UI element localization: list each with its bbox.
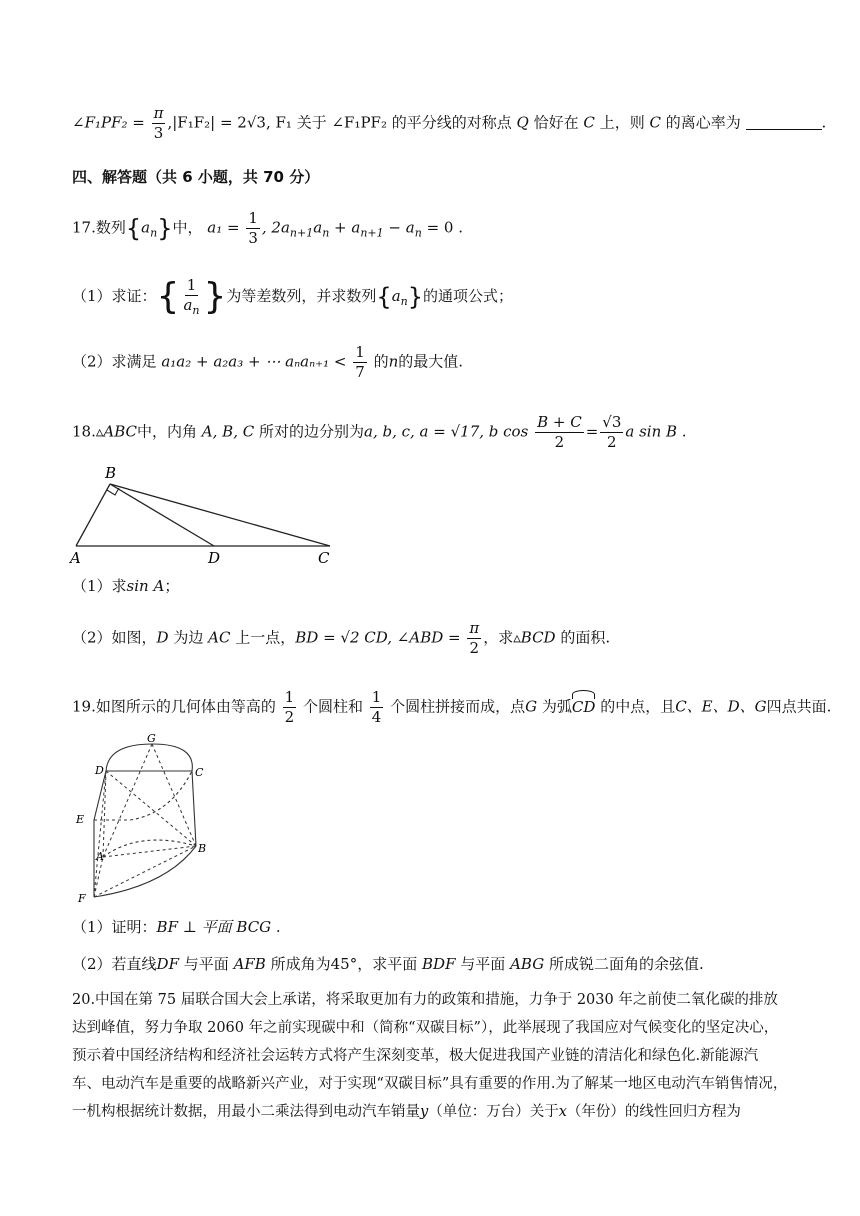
edge-de (94, 771, 106, 820)
q17-reciprocal: $\frac{1}{a_n}$ (183, 276, 200, 317)
q18-triangle-figure (64, 462, 344, 566)
q18-p1-expr: sin A (126, 577, 165, 595)
edge-fb (94, 846, 196, 897)
q19-quarter: $\frac{1}{4}$ (371, 688, 382, 726)
label-d: D (95, 764, 104, 777)
q19-label: 19.如图所示的几何体由等高的 (72, 697, 276, 716)
q19-p2-text2: 所成角为 (270, 955, 331, 973)
q16-text2: 恰好在 (533, 113, 579, 132)
edge-fd (94, 771, 106, 897)
q20-var-y: y (420, 1104, 429, 1120)
q19-stem-b: 个圆柱和 (302, 697, 363, 716)
q20-line-3: 预示着中国经济结构和经济社会运转方式将产生深刻变革，极大促进我国产业链的清洁化和绿色化.新能源汽 (72, 1048, 759, 1064)
q19-part2 (72, 953, 800, 975)
label-d: D (208, 549, 221, 566)
right-brace: } (407, 283, 424, 311)
q19-p2-abg: ABG (510, 955, 545, 973)
q18-p1-end: ； (164, 577, 180, 595)
q16-pi-over-3: $\frac{\pi}{3}$ (153, 104, 164, 142)
q19-arc-cd: CD (571, 697, 596, 716)
label-f: F (78, 892, 86, 905)
q16-curve-c-2: C (649, 113, 661, 132)
q18-half-bc: $\frac{B + C}{2}$ (537, 413, 582, 451)
right-brace: } (157, 214, 173, 243)
q20-line-1: 20.中国在第 75 届联合国大会上承诺，将采取更加有力的政策和措施，力争于 2030 年之前使二氧化碳的排放 (72, 992, 778, 1008)
q16-text4: 的离心率为 (665, 113, 741, 132)
q17-stem-b: 中， (172, 218, 203, 237)
q17-label: 17.数列 (72, 218, 126, 237)
label-a: A (70, 549, 81, 566)
q20-var-x: x (558, 1104, 567, 1120)
q20-l5-text3: （年份）的线性回归方程为 (566, 1104, 741, 1120)
q17-seq-n: n (150, 226, 158, 240)
q19-point-g: G (525, 697, 538, 716)
q19-p2-end: 所成锐二面角的余弦值. (548, 955, 704, 973)
q17-rec-mid: a (313, 218, 323, 237)
q19-p2-angle: 45° (330, 955, 358, 973)
segment-bc (110, 484, 330, 546)
q19-p1-label: （1）证明： (72, 918, 157, 936)
q17-sub: n+1 (360, 226, 384, 240)
q19-p2-df: DF (156, 955, 179, 973)
q19-stem-d: 为弧 (541, 697, 572, 716)
q17-p2-n: n (388, 352, 399, 371)
q19-part1 (72, 916, 800, 938)
q17-one-third: $\frac{1}{3}$ (248, 209, 258, 247)
q18-eq: = (585, 422, 599, 441)
q17-sub: n+1 (289, 226, 314, 240)
q20-line-2: 达到峰值，努力争取 2060 年之前实现碳中和（简称“双碳目标”），此举展现了我国应对气候变化的坚定决心， (72, 1020, 779, 1036)
q20-l5-text: 一机构根据统计数据，用最小二乘法得到电动汽车销量 (72, 1104, 420, 1120)
q19-p2-label: （2）若直线 (72, 955, 157, 973)
q17-p1-label: （1）求证： (72, 287, 157, 305)
q18-stem-b: 中，内角 (137, 422, 198, 441)
edge-da (103, 771, 106, 857)
left-brace: { (125, 214, 142, 243)
q16-end: . (821, 113, 827, 132)
q16-curve-c: C (583, 113, 595, 132)
segment-ab (76, 484, 110, 546)
q16-tail-line (72, 104, 827, 142)
q18-part1 (72, 575, 800, 597)
q20-line-4: 车、电动汽车是重要的战略新兴产业，对于实现“双碳目标”具有重要的作用.为了解某一地区电动汽车销售情况， (72, 1076, 788, 1092)
q18-pi-over-2: $\frac{\pi}{2}$ (469, 619, 480, 657)
q19-p2-bdf: BDF (422, 955, 456, 973)
q19-solid-figure (70, 734, 220, 910)
q20-paragraph (72, 986, 800, 1126)
q19-stem (72, 688, 832, 726)
q19-half: $\frac{1}{2}$ (284, 688, 295, 726)
q17-stem (72, 211, 800, 246)
q19-p2-text4: 与平面 (460, 955, 506, 973)
edge-fa (94, 857, 103, 897)
q18-p2-label: （2）如图， (72, 628, 157, 647)
edge-cb (192, 771, 196, 846)
q17-p1-text: 为等差数列，并求数列 (226, 287, 377, 305)
label-g: G (147, 734, 156, 745)
q18-label: 18. (72, 422, 96, 441)
q16-text: 关于 ∠F₁PF₂ 的平分线的对称点 (296, 113, 512, 132)
q17-p1-end: 的通项公式； (423, 287, 514, 305)
q17-p2-end: 的最大值. (398, 352, 464, 371)
right-angle-mark (107, 488, 119, 495)
q19-stem-e: 的中点，且 (600, 697, 676, 716)
q18-part2 (72, 621, 800, 656)
q16-abs-expr: ,|F₁F₂| = 2√3, F₁ (167, 113, 292, 132)
q16-answer-blank[interactable] (746, 115, 822, 130)
q17-part2 (72, 345, 800, 380)
q17-p2-expr: a₁a₂ + a₂a₃ + ⋯ aₙaₙ₊₁ < (161, 352, 347, 371)
q18-p2-text: 为边 (173, 628, 204, 647)
q18-sqrt3-half: $\frac{√3}{2}$ (602, 413, 622, 451)
upper-curve (94, 771, 192, 820)
q19-points: C、E、D、G (675, 697, 767, 716)
segment-bd (110, 484, 214, 546)
q18-p2-ac: AC (208, 628, 231, 647)
label-c: C (195, 766, 204, 779)
q19-p2-text: 与平面 (183, 955, 229, 973)
q18-p1-label: （1）求 (72, 577, 127, 595)
q18-p2-text2: 上一点， (235, 628, 296, 647)
q17-rec-mid3: − a (383, 218, 415, 237)
q17-rec-a: , 2a (261, 218, 290, 237)
q18-p2-d: D (156, 628, 169, 647)
base-arc-ab (103, 840, 196, 857)
q19-p1-expr: BF ⊥ 平面 BCG . (156, 918, 281, 936)
q18-triangle: ▵ABC (95, 422, 137, 441)
q16-text3: 上，则 (599, 113, 645, 132)
section-4-title: 四、解答题（共 6 小题，共 70 分） (72, 168, 320, 186)
label-b: B (105, 464, 117, 482)
label-c: C (318, 549, 330, 566)
q20-l5-text2: （单位：万台）关于 (428, 1104, 559, 1120)
q17-rec-end: = 0 . (421, 218, 463, 237)
q16-point-q: Q (516, 113, 529, 132)
right-brace: } (203, 276, 227, 317)
q19-p2-text3: ，求平面 (357, 955, 418, 973)
edge-gb (152, 744, 196, 846)
edge-ab (103, 846, 196, 857)
q17-a1: a₁ = (207, 218, 240, 237)
q17-sub: n (414, 226, 422, 240)
q20-line-5 (72, 1098, 800, 1126)
q17-seq-a: a (141, 218, 151, 237)
label-e: E (76, 813, 85, 826)
q18-p2-end: 的面积. (560, 628, 611, 647)
q18-stem-c: 所对的边分别为 (258, 422, 364, 441)
q18-p2-text3: ，求 (483, 628, 514, 647)
label-a: A (96, 850, 104, 863)
q18-stem (72, 415, 800, 450)
q17-sub: n (322, 226, 330, 240)
q17-part1 (72, 278, 800, 316)
left-brace: { (376, 283, 392, 311)
q19-stem-f: 四点共面. (766, 697, 832, 716)
q18-p2-triangle: ▵BCD (513, 628, 556, 647)
q17-rec-mid2: + a (329, 218, 361, 237)
q19-stem-c: 个圆柱拼接而成，点 (390, 697, 526, 716)
q18-angles: A, B, C (201, 422, 255, 441)
label-b: B (198, 842, 207, 855)
q17-seq-a: a (391, 287, 401, 305)
q18-tail: a sin B . (625, 422, 687, 441)
q18-expr: a, b, c, a = √17, b cos (364, 422, 529, 441)
q16-angle-prefix: ∠F₁PF₂ = (72, 113, 145, 132)
top-arc-dgc (106, 744, 192, 771)
edge-ga (103, 744, 152, 857)
left-brace: { (156, 276, 180, 317)
edge-db (106, 771, 196, 846)
q17-p2-label: （2）求满足 (72, 352, 157, 371)
q17-one-seventh: $\frac{1}{7}$ (355, 343, 365, 381)
q17-p2-text: 的 (373, 352, 389, 371)
q17-seq-n: n (400, 295, 408, 308)
q19-p2-afb: AFB (233, 955, 266, 973)
q18-p2-expr: BD = √2 CD, ∠ABD = (295, 628, 461, 647)
